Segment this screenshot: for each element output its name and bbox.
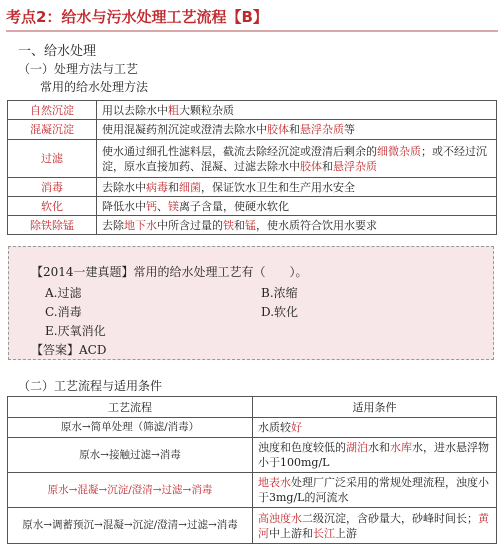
method-row (8, 140, 497, 178)
process-row (8, 438, 497, 473)
method-name: 自然沉淀 (8, 101, 97, 120)
process-row (8, 508, 497, 544)
method-desc-text: 、 (157, 199, 168, 213)
method-desc-text: 中所含过量的 (157, 218, 223, 232)
condition-text: 水和 (368, 441, 390, 454)
method-description (97, 101, 497, 120)
method-description (97, 120, 497, 140)
method-desc-text: 和 (322, 159, 333, 173)
option-b: B.浓缩 (261, 286, 298, 300)
method-desc-text: 和 (289, 123, 300, 136)
method-desc-highlight: 细菌 (179, 180, 201, 194)
option-a: A.过滤 (45, 286, 82, 300)
section-heading: 一、给水处理 (18, 44, 97, 59)
option-e: E.厌氧消化 (45, 324, 106, 338)
process-row (8, 418, 497, 438)
option-c: C.消毒 (45, 305, 82, 319)
method-desc-highlight: 铁 (223, 218, 234, 232)
condition-text: 二级沉淀，含砂量大，砂峰时间长； (302, 511, 478, 525)
method-desc-highlight: 地下水 (124, 218, 157, 232)
condition-highlight: 水库 (390, 441, 412, 454)
table-caption: 常用的给水处理方法 (40, 80, 149, 94)
condition-text: 浊度和色度较低的 (258, 441, 346, 454)
condition-text: 上游 (335, 526, 357, 540)
process-table (7, 396, 497, 544)
method-description (97, 140, 497, 178)
method-desc-highlight: 胶体 (300, 159, 322, 173)
method-desc-text: 使水通过细孔性滤料层，截流去除经沉淀或澄清后剩余的 (102, 144, 377, 158)
condition-text: 水，进水悬浮物小于100mg/L (258, 441, 489, 469)
method-desc-highlight: 病毒 (146, 180, 168, 194)
methods-table (7, 100, 497, 235)
method-desc-highlight: 钙 (146, 199, 157, 213)
method-desc-text: 用以去除水中 (102, 103, 168, 117)
question-text: 【2014一建真题】常用的给水处理工艺有（ ）。 (31, 265, 308, 279)
condition-text: 水质较 (258, 421, 291, 434)
method-name: 除铁除锰 (8, 216, 97, 235)
method-desc-text: ；或不经过沉淀，原水直接加药、混凝、过滤去除水中 (102, 144, 487, 173)
title-bar (6, 4, 498, 32)
method-desc-highlight: 粗 (168, 103, 179, 117)
condition-text: 中上游和 (269, 526, 313, 540)
method-desc-highlight: 镁 (168, 199, 179, 213)
exam-question-box (8, 246, 494, 360)
method-desc-text: 去除水中 (102, 180, 146, 194)
condition-highlight: 湖泊 (346, 441, 368, 454)
process-flow: 原水→调蓄预沉→混凝→沉淀/澄清→过滤→消毒 (8, 508, 253, 544)
method-desc-text: 和 (168, 180, 179, 194)
method-description (97, 216, 497, 235)
method-desc-text: 去除 (102, 218, 124, 232)
header-flow: 工艺流程 (8, 397, 253, 418)
process-condition (253, 508, 497, 544)
method-desc-highlight: 锰 (245, 218, 256, 232)
method-desc-text: 降低水中 (102, 199, 146, 213)
method-desc-text: 大颗粒杂质 (179, 103, 234, 117)
condition-highlight: 长江 (313, 526, 335, 540)
method-desc-highlight: 细微杂质 (377, 144, 421, 158)
process-condition (253, 418, 497, 438)
process-flow: 原水→简单处理（筛滤/消毒） (8, 418, 253, 438)
method-row (8, 101, 497, 120)
condition-highlight: 黄河 (258, 511, 489, 540)
method-row (8, 178, 497, 197)
method-desc-text: 使用混凝药剂沉淀或澄清去除水中 (102, 123, 267, 136)
method-desc-text: 离子含量，使硬水软化 (179, 199, 289, 213)
process-flow: 原水→混凝→沉淀/澄清→过滤→消毒 (8, 473, 253, 508)
method-desc-highlight: 悬浮杂质 (333, 159, 377, 173)
method-desc-highlight: 悬浮杂质 (300, 123, 344, 136)
method-name: 混凝沉淀 (8, 120, 97, 140)
page-title: 考点2：给水与污水处理工艺流程【B】 (6, 8, 268, 26)
method-row (8, 197, 497, 216)
header-condition: 适用条件 (253, 397, 497, 418)
condition-highlight: 好 (291, 421, 302, 434)
method-desc-text: 和 (234, 218, 245, 232)
process-flow: 原水→接触过滤→消毒 (8, 438, 253, 473)
method-desc-text: ，使水质符合饮用水要求 (256, 218, 377, 232)
method-desc-text: ，保证饮水卫生和生产用水安全 (201, 180, 355, 194)
condition-highlight: 高浊度水 (258, 511, 302, 525)
method-name: 消毒 (8, 178, 97, 197)
process-row (8, 473, 497, 508)
method-name: 过滤 (8, 140, 97, 178)
option-d: D.软化 (261, 305, 299, 319)
method-description (97, 178, 497, 197)
method-description (97, 197, 497, 216)
subsection-heading: （一）处理方法与工艺 (18, 62, 139, 76)
process-condition (253, 473, 497, 508)
answer-text: 【答案】ACD (31, 343, 107, 357)
subsection-heading-2: （二）工艺流程与适用条件 (18, 379, 163, 393)
condition-text: 处理厂广泛采用的常规处理流程，浊度小于3mg/L的河流水 (258, 476, 489, 504)
process-condition (253, 438, 497, 473)
method-desc-highlight: 胶体 (267, 123, 289, 136)
method-desc-text: 等 (344, 123, 355, 136)
method-row (8, 120, 497, 140)
condition-highlight: 地表水 (258, 476, 291, 489)
method-row (8, 216, 497, 235)
method-name: 软化 (8, 197, 97, 216)
